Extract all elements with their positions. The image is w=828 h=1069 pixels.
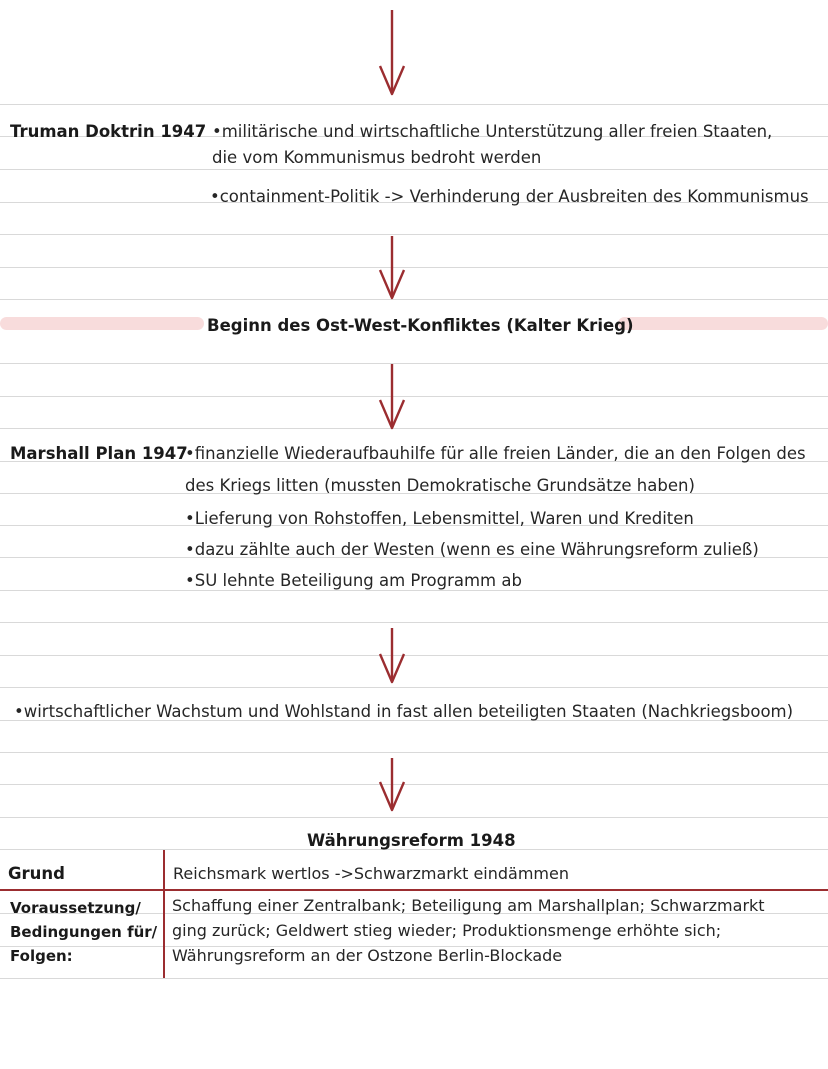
- table-column-divider: [163, 850, 165, 978]
- grund-text: Reichsmark wertlos ->Schwarzmarkt eindämmen: [173, 864, 569, 883]
- table-row-divider: [0, 889, 828, 891]
- marshall-text-line: •SU lehnte Beteiligung am Programm ab: [185, 571, 522, 590]
- highlight-stroke-left: [0, 317, 204, 330]
- folgen-label-line: Bedingungen für/: [10, 923, 158, 941]
- folgen-text-line: ging zurück; Geldwert stieg wieder; Produktionsmenge erhöhte sich;: [172, 921, 722, 940]
- marshall-text-line: •dazu zählte auch der Westen (wenn es eine Währungsreform zuließ): [185, 540, 759, 559]
- marshall-text-line: des Kriegs litten (mussten Demokratische Grundsätze haben): [185, 476, 695, 495]
- marshall-label: Marshall Plan 1947: [10, 444, 188, 463]
- result-text: •wirtschaftlicher Wachstum und Wohlstand in fast allen beteiligten Staaten (Nachkriegsboom): [14, 702, 794, 721]
- down-arrow-icon: [377, 626, 407, 684]
- down-arrow-icon: [377, 756, 407, 812]
- marshall-text-line: •Lieferung von Rohstoffen, Lebensmittel, Waren und Krediten: [185, 509, 694, 528]
- down-arrow-icon: [377, 8, 407, 96]
- grund-label: Grund: [8, 864, 65, 883]
- truman-text-line: •militärische und wirtschaftliche Unterstützung aller freien Staaten,: [212, 122, 773, 141]
- truman-text-line: •containment-Politik -> Verhinderung der Ausbreiten des Kommunismus: [210, 187, 809, 206]
- folgen-label-line: Voraussetzung/: [10, 899, 141, 917]
- reform-title: Währungsreform 1948: [307, 831, 516, 850]
- down-arrow-icon: [377, 234, 407, 300]
- truman-text-line: die vom Kommunismus bedroht werden: [212, 148, 542, 167]
- folgen-text-line: Währungsreform an der Ostzone Berlin-Blockade: [172, 946, 563, 965]
- conflict-title: Beginn des Ost-West-Konfliktes (Kalter Krieg): [207, 316, 634, 335]
- folgen-text-line: Schaffung einer Zentralbank; Beteiligung am Marshallplan; Schwarzmarkt: [172, 896, 765, 915]
- truman-label: Truman Doktrin 1947: [10, 122, 207, 141]
- marshall-text-line: •finanzielle Wiederaufbauhilfe für alle freien Länder, die an den Folgen des: [185, 444, 806, 463]
- highlight-stroke-right: [618, 317, 828, 330]
- folgen-label-line: Folgen:: [10, 947, 73, 965]
- down-arrow-icon: [377, 362, 407, 430]
